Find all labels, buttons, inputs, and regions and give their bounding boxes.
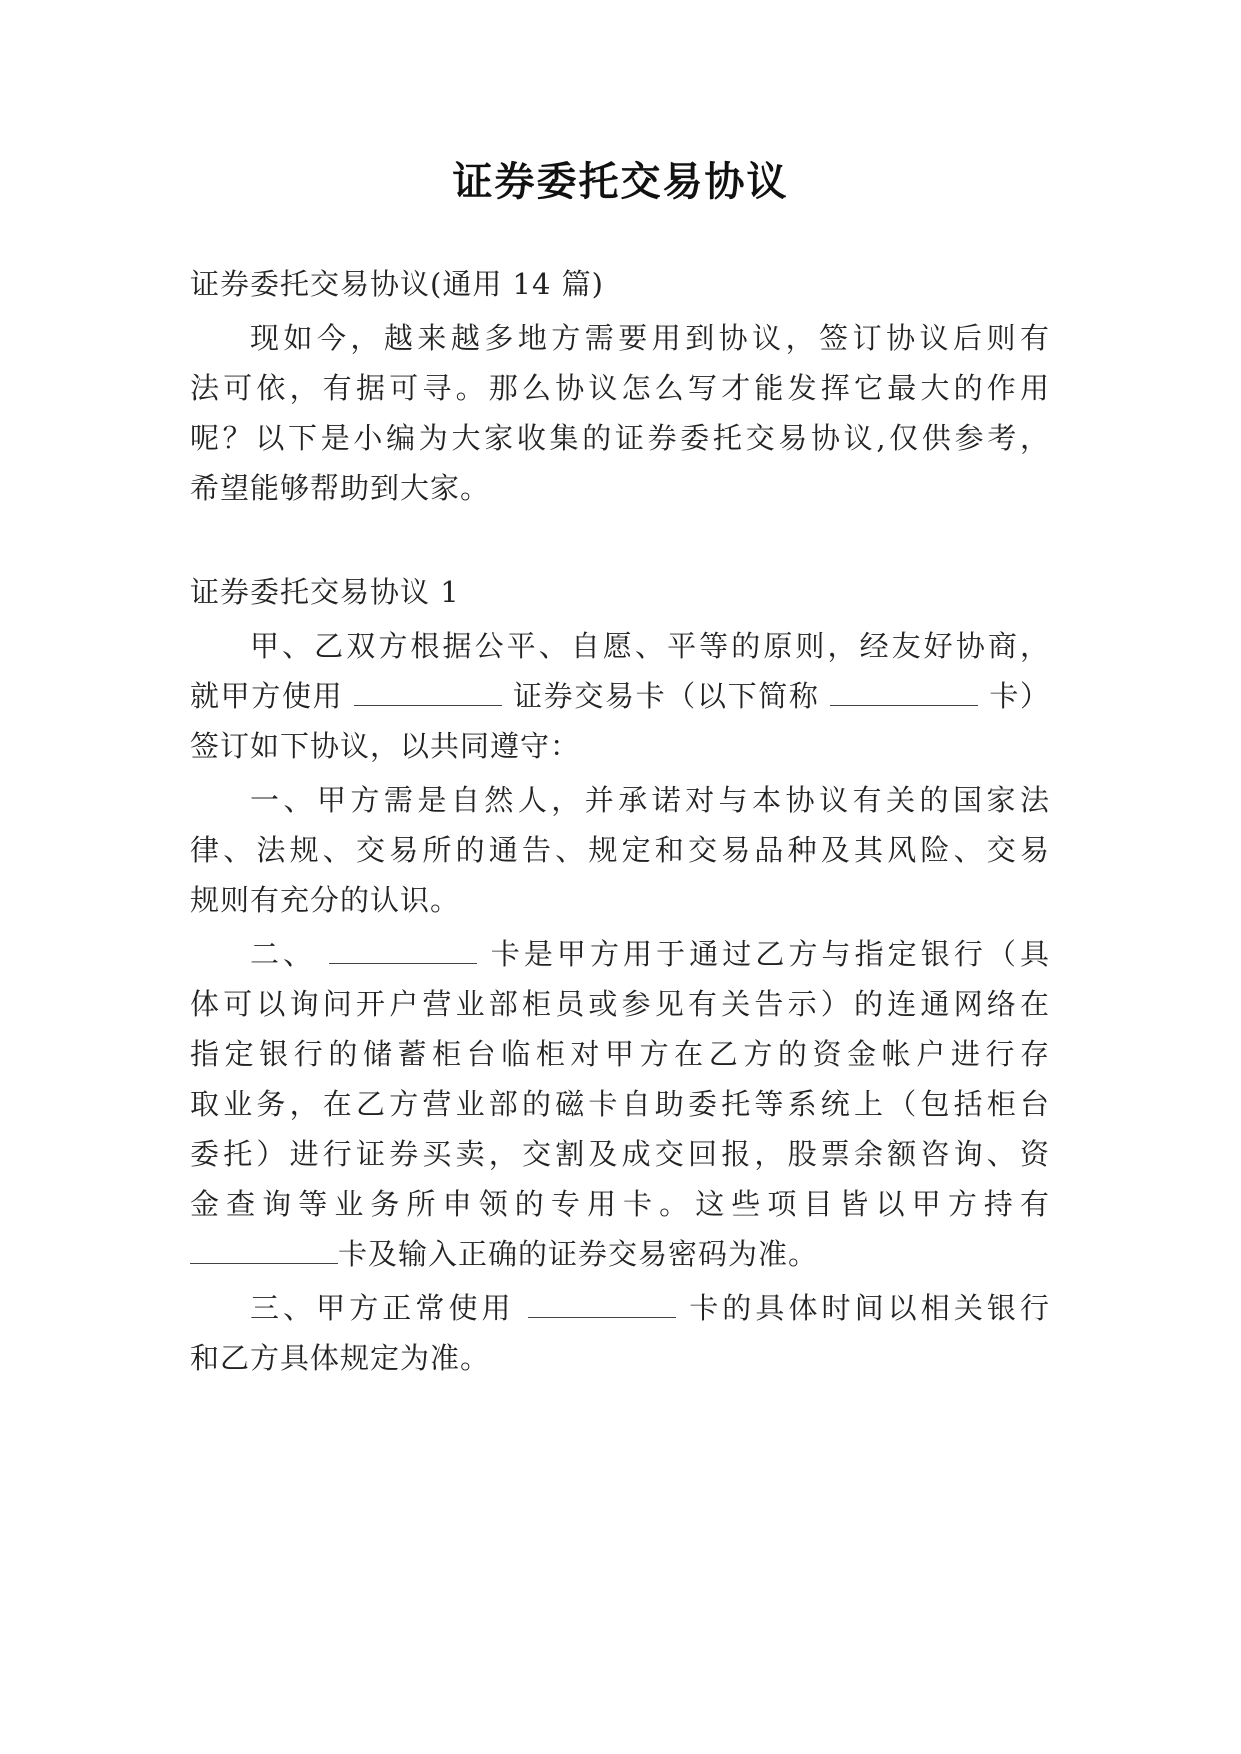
clause2-line-3: 指定银行的储蓄柜台临柜对甲方在乙方的资金帐户进行存: [190, 1037, 1050, 1071]
preamble-text-a: 就甲方使用: [190, 679, 344, 713]
clause2-line-5: 委托）进行证券买卖，交割及成交回报，股票余额咨询、资: [190, 1137, 1050, 1171]
preamble-line-1: 甲、乙双方根据公平、自愿、平等的原则，经友好协商，: [250, 629, 1050, 663]
clause3-text-b: 卡的具体时间以相关银行: [689, 1291, 1050, 1325]
fill-in-blank: [354, 681, 502, 706]
document-subtitle: 证券委托交易协议(通用 14 篇): [190, 267, 604, 301]
clause1-line-2: 律、法规、交易所的通告、规定和交易品种及其风险、交易: [190, 833, 1050, 867]
intro-line-4: 希望能够帮助到大家。: [190, 471, 491, 505]
preamble-line-3: 签订如下协议，以共同遵守：: [190, 729, 581, 763]
clause1-line-3: 规则有充分的认识。: [190, 883, 461, 917]
clause2-line-6: 金查询等业务所申领的专用卡。这些项目皆以甲方持有: [190, 1187, 1050, 1221]
clause2-line-7: [190, 1232, 1050, 1276]
clause3-text-a: 三、甲方正常使用: [250, 1291, 515, 1325]
intro-line-2: 法可依，有据可寻。那么协议怎么写才能发挥它最大的作用: [190, 371, 1050, 405]
clause2-text-b: 卡是甲方用于通过乙方与指定银行（具: [490, 937, 1050, 971]
fill-in-blank: [528, 1293, 676, 1318]
clause2-line-2: 体可以询问开户营业部柜员或参见有关告示）的连通网络在: [190, 987, 1050, 1021]
document-title: 证券委托交易协议: [452, 158, 789, 205]
section-heading: 证券委托交易协议 1: [190, 575, 460, 609]
fill-in-blank: [830, 681, 978, 706]
intro-line-3: 呢？以下是小编为大家收集的证券委托交易协议,仅供参考，: [190, 421, 1050, 455]
clause2-text-a: 二、: [250, 937, 317, 971]
clause2-line-4: 取业务，在乙方营业部的磁卡自助委托等系统上（包括柜台: [190, 1087, 1050, 1121]
clause3-line-1: [250, 1286, 1050, 1330]
fill-in-blank: [190, 1239, 338, 1264]
clause2-text-c: 卡及输入正确的证券交易密码为准。: [338, 1237, 819, 1271]
clause2-line-1: [250, 932, 1050, 976]
preamble-text-b: 证券交易卡（以下简称: [513, 679, 820, 713]
fill-in-blank: [329, 939, 477, 964]
preamble-line-2: [190, 674, 1050, 718]
preamble-text-c: 卡）: [989, 679, 1050, 713]
clause3-line-2: 和乙方具体规定为准。: [190, 1341, 491, 1375]
clause1-line-1: 一、甲方需是自然人，并承诺对与本协议有关的国家法: [250, 783, 1050, 817]
intro-line-1: 现如今，越来越多地方需要用到协议，签订协议后则有: [250, 321, 1050, 355]
